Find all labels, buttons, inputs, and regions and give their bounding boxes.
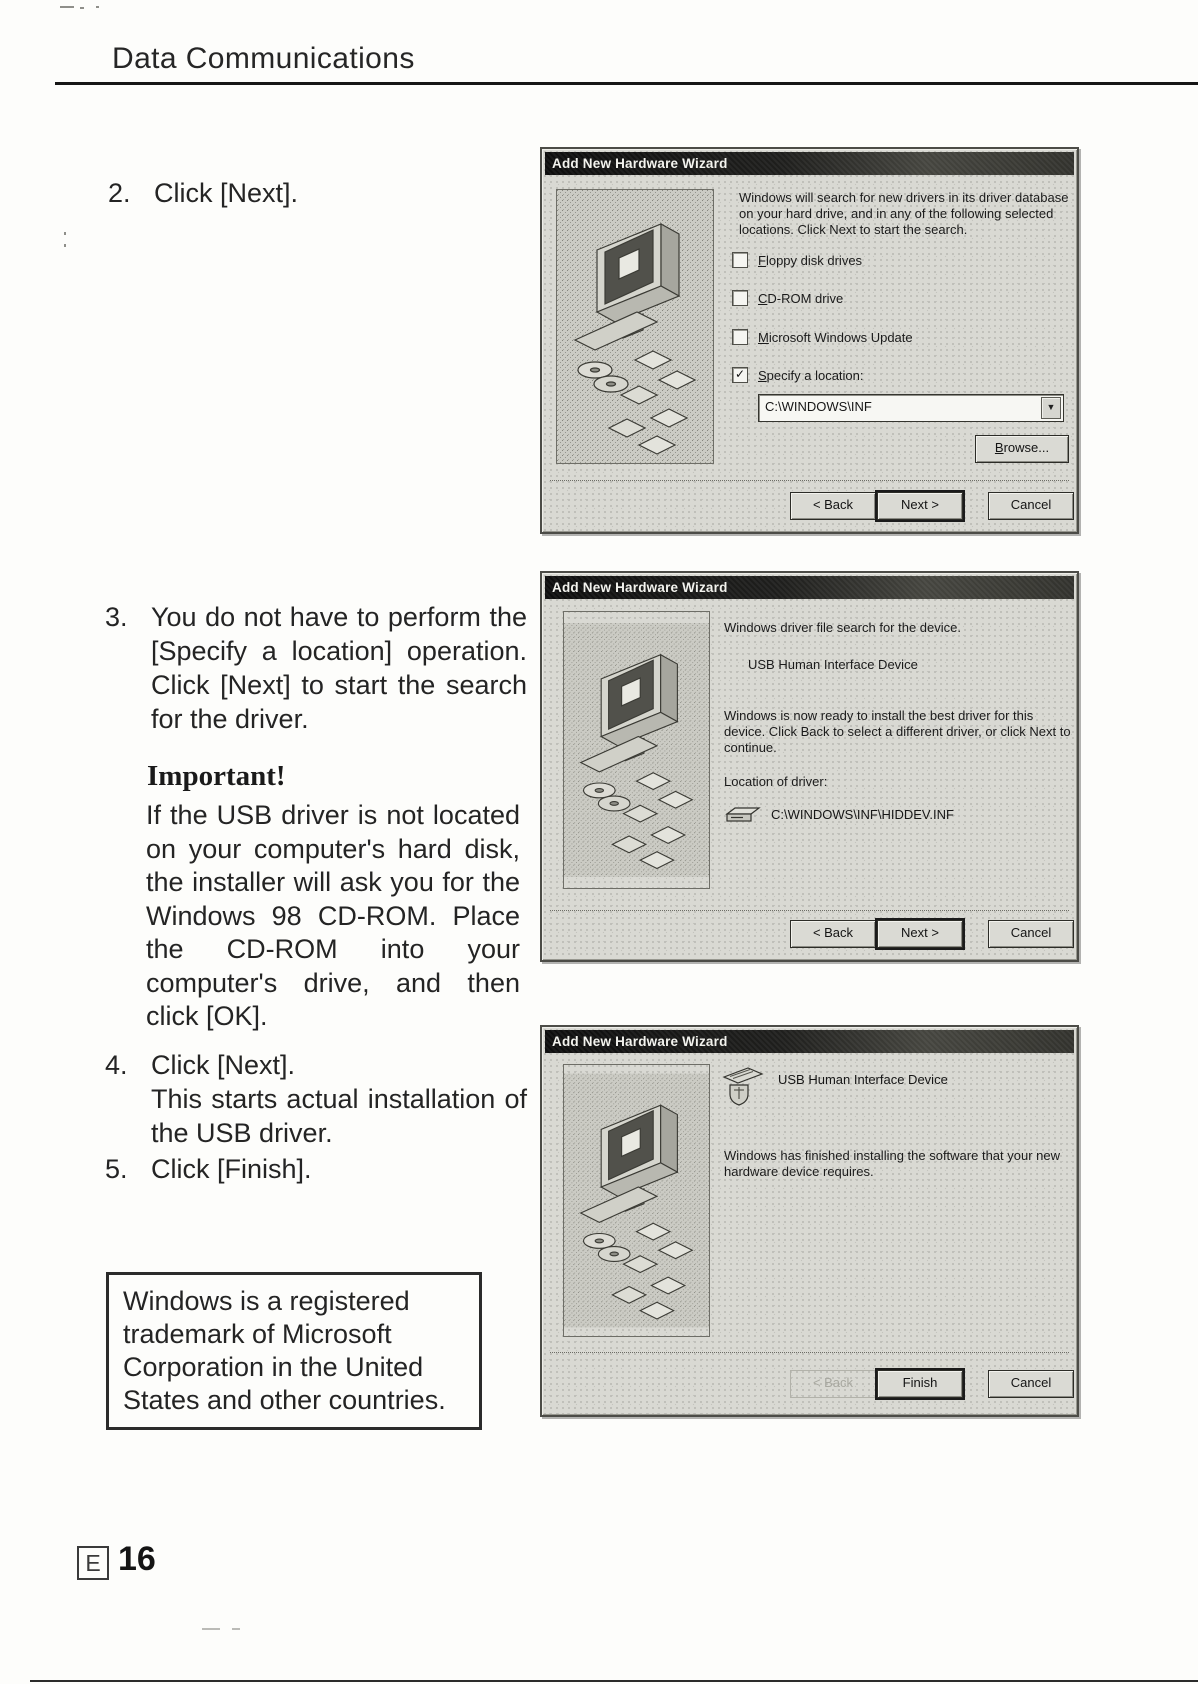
dialog-separator: [550, 480, 1069, 481]
next-button[interactable]: Next >: [877, 920, 963, 948]
step-text: Click [Next].: [151, 1050, 296, 1080]
language-marker: E: [77, 1546, 109, 1580]
wizard-computer-art-icon: [563, 611, 710, 889]
wizard-computer-art-icon: [563, 1064, 710, 1337]
cancel-button[interactable]: Cancel: [988, 920, 1074, 948]
step-text: Click [Finish].: [151, 1154, 312, 1184]
step-number: 3.: [105, 602, 128, 632]
next-button[interactable]: Next >: [877, 492, 963, 520]
dialog-separator: [550, 910, 1069, 911]
drive-icon: [724, 805, 762, 823]
checkbox-box-checked[interactable]: ✓: [732, 367, 748, 383]
dropdown-arrow-icon[interactable]: ▼: [1041, 397, 1061, 419]
scan-artifact: [202, 1628, 220, 1630]
checkbox-specify-location[interactable]: [732, 367, 864, 383]
cancel-button[interactable]: Cancel: [988, 492, 1074, 520]
scan-artifact: [64, 232, 66, 235]
back-button: < Back: [790, 1370, 876, 1398]
checkbox-box[interactable]: [732, 290, 748, 306]
wizard-computer-art-icon: [556, 189, 714, 464]
instruction-step-4: [105, 1048, 527, 1150]
step-subtext: This starts actual installation of the USB driver.: [151, 1084, 527, 1148]
step-number: 4.: [105, 1050, 128, 1080]
usb-device-icon: [720, 1065, 764, 1107]
driver-location-row: [724, 805, 954, 823]
location-combobox[interactable]: [758, 394, 1064, 422]
dialog-body-text: Windows will search for new drivers in its driver database on your hard drive, and in any of the following selected locations. Click Next to start the search.: [739, 190, 1069, 237]
checkbox-box[interactable]: [732, 329, 748, 345]
important-text: If the USB driver is not located on your computer's hard disk, the installer will ask you for the Windows 98 CD-ROM. Place the CD-ROM into your computer's drive, and then click [OK].: [146, 800, 520, 1031]
back-button[interactable]: < Back: [790, 920, 876, 948]
checkbox-label: Specify a location:: [758, 367, 864, 383]
location-of-driver-label: Location of driver:: [724, 774, 828, 789]
dialog-separator: [550, 1352, 1069, 1353]
search-result-line: Windows driver file search for the device.: [724, 620, 961, 635]
trademark-notice: Windows is a registered trademark of Microsoft Corporation in the United States and other countries.: [106, 1272, 482, 1430]
dialog-titlebar: Add New Hardware Wizard: [545, 152, 1074, 175]
scan-artifact: [80, 7, 84, 9]
browse-button[interactable]: Browse...: [975, 435, 1069, 463]
dialog-titlebar: Add New Hardware Wizard: [545, 1030, 1074, 1053]
important-heading: Important!: [147, 760, 286, 792]
checkbox-cdrom[interactable]: [732, 290, 843, 306]
device-name: USB Human Interface Device: [778, 1072, 948, 1087]
checkbox-windows-update[interactable]: [732, 329, 913, 345]
wizard-dialog-driver-found: [540, 571, 1079, 962]
checkbox-label: Floppy disk drives: [758, 252, 863, 268]
checkbox-box[interactable]: [732, 252, 748, 268]
instruction-step-5: [105, 1152, 527, 1186]
page-edge-line: [30, 1680, 1198, 1682]
checkbox-label: CD-ROM drive: [758, 290, 844, 306]
step-text: Click [Next].: [154, 178, 299, 208]
scan-artifact: [60, 6, 74, 8]
dialog-body-text: Windows has finished installing the software that your new hardware device requires.: [724, 1148, 1061, 1179]
header-rule: [55, 82, 1198, 85]
scan-artifact: [96, 6, 99, 8]
location-value[interactable]: C:\WINDOWS\INF: [765, 399, 872, 414]
step-number: 5.: [105, 1154, 128, 1184]
back-button[interactable]: < Back: [790, 492, 876, 520]
dialog-body-text: Windows is now ready to install the best driver for this device. Click Back to select a different driver, or click Next to continue.: [724, 708, 1071, 755]
device-name: USB Human Interface Device: [748, 657, 918, 672]
page-title: Data Communications: [112, 42, 415, 75]
dialog-titlebar: Add New Hardware Wizard: [545, 576, 1074, 599]
instruction-step-2: [108, 176, 530, 210]
instruction-step-3: [105, 600, 527, 736]
page-number: 16: [118, 1540, 156, 1578]
checkbox-label: Microsoft Windows Update: [758, 329, 913, 345]
checkbox-floppy[interactable]: [732, 252, 862, 268]
scan-artifact: [64, 244, 66, 247]
driver-path: C:\WINDOWS\INF\HIDDEV.INF: [771, 806, 954, 822]
cancel-button[interactable]: Cancel: [988, 1370, 1074, 1398]
step-number: 2.: [108, 178, 131, 208]
device-row: [720, 1065, 948, 1107]
wizard-dialog-finished: [540, 1025, 1079, 1417]
scan-artifact: [232, 1628, 240, 1630]
step-text: You do not have to perform the [Specify a location] operation. Click [Next] to start the search for the driver.: [151, 602, 527, 734]
finish-button[interactable]: Finish: [877, 1370, 963, 1398]
wizard-dialog-search-options: [540, 147, 1079, 534]
